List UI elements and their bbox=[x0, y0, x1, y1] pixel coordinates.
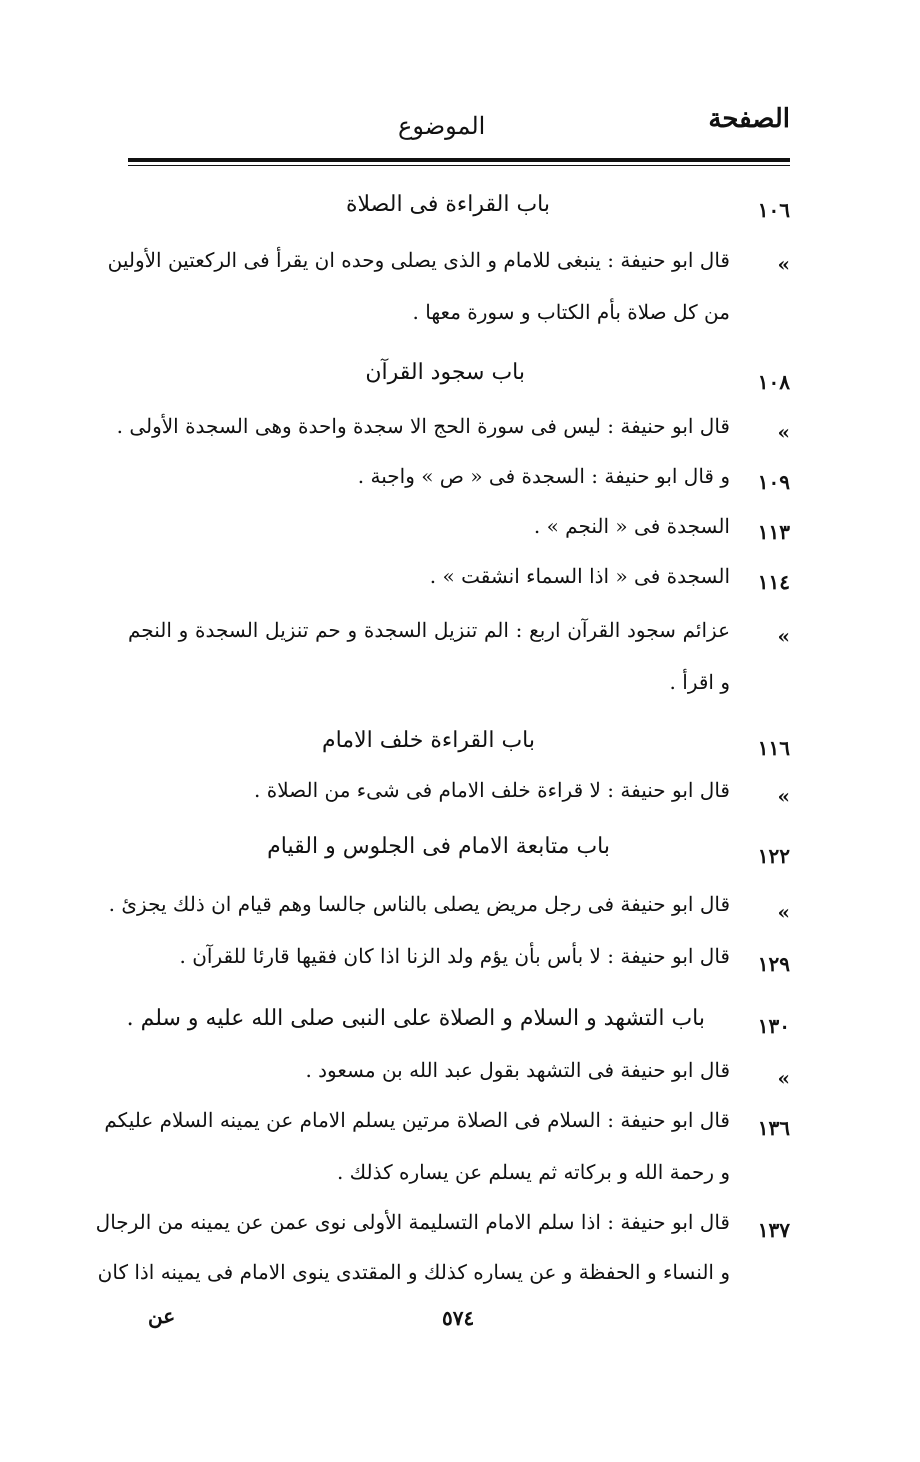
chapter-title: باب التشهد و السلام و الصلاة على النبى صلى الله عليه و سلم . bbox=[126, 1006, 705, 1031]
entry-page-number: » bbox=[777, 420, 790, 444]
entry-line: قال ابو حنيفة : السلام فى الصلاة مرتين يسلم الامام عن يمينه السلام عليكم bbox=[104, 1108, 730, 1132]
entry-line: قال ابو حنيفة فى التشهد بقول عبد الله بن مسعود . bbox=[305, 1058, 730, 1082]
entry-page-number: ١٣٧ bbox=[757, 1218, 790, 1242]
entry-line: قال ابو حنيفة : اذا سلم الامام التسليمة الأولى نوى عمن عن يمينه من الرجال bbox=[95, 1210, 730, 1234]
entry-line: من كل صلاة بأم الكتاب و سورة معها . bbox=[412, 300, 730, 324]
entry-page-number: » bbox=[777, 900, 790, 924]
entry-line: قال ابو حنيفة : ليس فى سورة الحج الا سجدة واحدة وهى السجدة الأولى . bbox=[116, 414, 730, 438]
entry-line: قال ابو حنيفة : ينبغى للامام و الذى يصلى وحده ان يقرأ فى الركعتين الأولين bbox=[107, 248, 730, 272]
column-header-topic: الموضوع bbox=[398, 112, 486, 140]
entry-line: قال ابو حنيفة : لا بأس بأن يؤم ولد الزنا اذا كان فقيها قارئا للقرآن . bbox=[179, 944, 730, 968]
entry-page-number: ١٠٦ bbox=[757, 198, 790, 222]
catchword: عن bbox=[148, 1304, 176, 1328]
chapter-title: باب القراءة خلف الامام bbox=[321, 728, 535, 753]
entry-page-number: ١٣٠ bbox=[757, 1014, 790, 1038]
entry-page-number: ١٠٨ bbox=[757, 370, 790, 394]
page-number: ٥٧٤ bbox=[442, 1306, 475, 1330]
entry-line: و اقرأ . bbox=[669, 670, 730, 694]
header-rule bbox=[128, 158, 790, 162]
entry-line: قال ابو حنيفة فى رجل مريض يصلى بالناس جالسا وهم قيام ان ذلك يجزئ . bbox=[108, 892, 730, 916]
chapter-title: باب متابعة الامام فى الجلوس و القيام bbox=[267, 834, 610, 859]
entry-page-number: » bbox=[777, 624, 790, 648]
entry-line: و النساء و الحفظة و عن يساره كذلك و المقتدى ينوى الامام فى يمينه اذا كان bbox=[97, 1260, 730, 1284]
entry-line: السجدة فى « اذا السماء انشقت » . bbox=[429, 564, 730, 588]
chapter-title: باب القراءة فى الصلاة bbox=[346, 192, 550, 217]
entry-page-number: ١٣٦ bbox=[757, 1116, 790, 1140]
column-header-page: الصفحة bbox=[708, 104, 790, 134]
entry-line: و قال ابو حنيفة : السجدة فى « ص » واجبة . bbox=[357, 464, 730, 488]
entry-line: عزائم سجود القرآن اربع : الم تنزيل السجدة و حم تنزيل السجدة و النجم bbox=[128, 618, 730, 642]
entry-page-number: ١١٣ bbox=[757, 520, 790, 544]
entry-page-number: ١١٦ bbox=[757, 736, 790, 760]
entry-line: قال ابو حنيفة : لا قراءة خلف الامام فى شىء من الصلاة . bbox=[254, 778, 730, 802]
entry-page-number: ١٠٩ bbox=[757, 470, 790, 494]
entry-line: و رحمة الله و بركاته ثم يسلم عن يساره كذلك . bbox=[336, 1160, 730, 1184]
entry-page-number: » bbox=[777, 784, 790, 808]
entry-page-number: ١٢٩ bbox=[757, 952, 790, 976]
entry-page-number: » bbox=[777, 252, 790, 276]
entry-line: السجدة فى « النجم » . bbox=[533, 514, 730, 538]
entry-page-number: ١٢٢ bbox=[757, 844, 790, 868]
entry-page-number: ١١٤ bbox=[757, 570, 790, 594]
entry-page-number: » bbox=[777, 1066, 790, 1090]
header-rule-thin bbox=[128, 165, 790, 166]
chapter-title: باب سجود القرآن bbox=[365, 360, 525, 385]
